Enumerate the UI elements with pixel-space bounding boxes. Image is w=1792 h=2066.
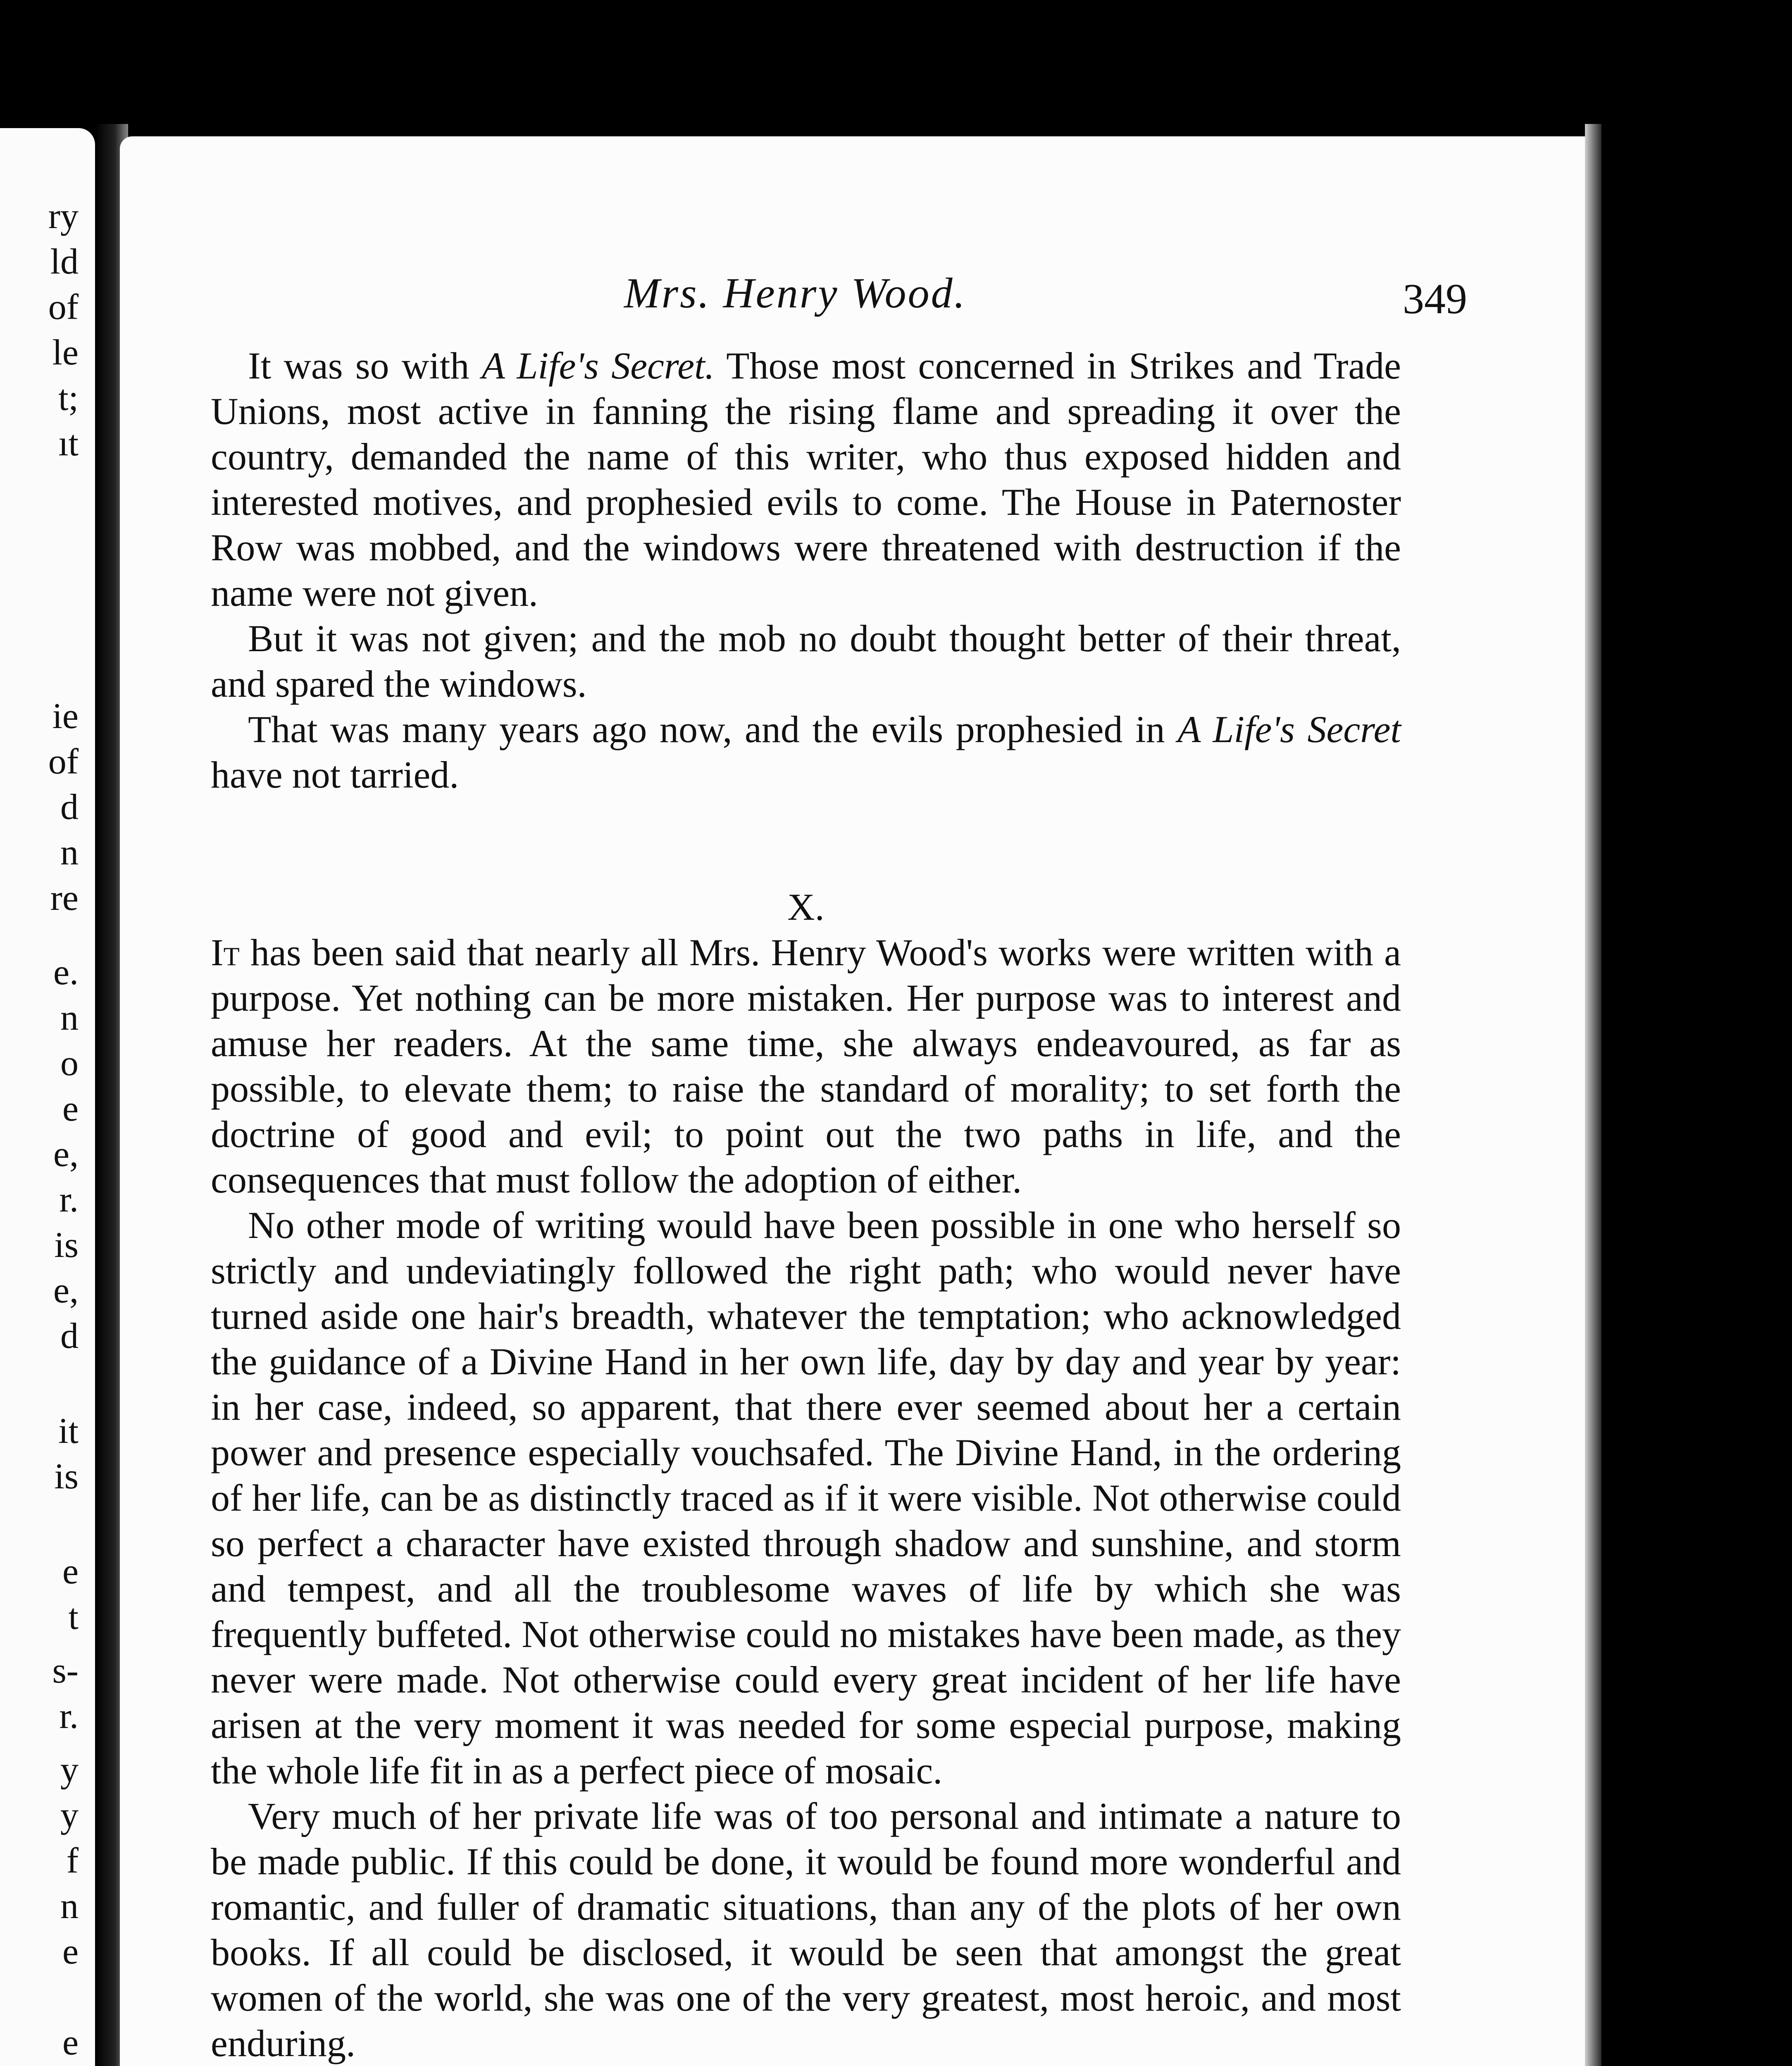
previous-page-fragment: r.	[59, 1180, 79, 1220]
book-title: A Life's Secret	[1177, 708, 1401, 750]
previous-page-fragment: n	[60, 833, 79, 873]
page-edge-shadow	[1585, 124, 1601, 2066]
previous-page-fragment: e	[62, 1552, 79, 1592]
previous-page-fragment: n	[60, 1886, 79, 1926]
previous-page-fragment: it	[58, 1411, 79, 1451]
paragraph: It has been said that nearly all Mrs. Henry Wood's works were written with a purpose. Yet nothing can be more mistaken. Her purpose was to interest and amuse her readers. At the same time, she always endeavoured, as far as possible, to elevate them; to raise the standard of morality; to set forth the doctrine of good and evil; to point out the two paths in life, and the consequences that must follow the adoption of either.	[211, 931, 1401, 1201]
paragraph: Very much of her private life was of too personal and intimate a nature to be made public. If this could be done, it would be found more wonderful and romantic, and fuller of dramatic situations, than any of the plots of her own books. If all could be disclosed, it would be seen that amongst the great women of the world, she was one of the very greatest, most heroic, and most enduring.	[211, 1795, 1401, 2064]
previous-page-fragment: is	[54, 1457, 79, 1497]
paragraph: That was many years ago now, and the evils prophesied in A Life's Secret have not tarried.	[211, 708, 1401, 796]
drop-cap: It	[211, 931, 240, 973]
previous-page-fragment: d	[60, 1316, 79, 1356]
previous-page-text-fragments	[0, 128, 95, 2066]
previous-page-fragment: ie	[52, 696, 79, 736]
previous-page-fragment: y	[60, 1750, 79, 1790]
previous-page-fragment: o	[60, 1043, 79, 1083]
previous-page-fragment: of	[48, 287, 79, 327]
body-text	[211, 343, 1401, 2066]
previous-page-fragment: t;	[58, 378, 79, 418]
previous-page-fragment: n	[60, 998, 79, 1038]
previous-page-fragment: ry	[48, 196, 79, 236]
running-title: Mrs. Henry Wood.	[624, 269, 967, 317]
previous-page-fragment: re	[50, 878, 79, 918]
paragraph: No other mode of writing would have been possible in one who herself so strictly and undeviatingly followed the right path; who would never have turned aside one hair's breadth, whatever the temptation; who acknowledged the guidance of a Divine Hand in her own life, day by day and year by year: in her case, indeed, so apparent, that there ever seemed about her a certain power and presence especially vouchsafed. The Divine Hand, in the ordering of her life, can be as distinctly traced as if it were visible. Not otherwise could so perfect a character have existed through shadow and sunshine, and storm and tempest, and all the troublesome waves of life by which she was frequently buffeted. Not otherwise could no mistakes have been made, as they never were made. Not otherwise could every great incident of her life have arisen at the very moment it was needed for some especial purpose, making the whole life fit in as a perfect piece of mosaic.	[211, 1204, 1401, 1792]
previous-page-fragment: of	[48, 742, 79, 782]
previous-page-fragment: le	[52, 333, 79, 373]
running-head	[120, 269, 1591, 335]
previous-page-fragment: y	[60, 1795, 79, 1835]
paragraph: But it was not given; and the mob no doubt thought better of their threat, and spared the windows.	[211, 617, 1401, 705]
previous-page-fragment: s-	[52, 1651, 79, 1691]
previous-page-fragment: f	[66, 1841, 79, 1881]
previous-page-fragment: e	[62, 2023, 79, 2063]
previous-page-fragment: r.	[59, 1696, 79, 1736]
previous-page-fragment: e	[62, 1932, 79, 1972]
previous-page-fragment: e,	[53, 1271, 79, 1311]
previous-page-fragment: d	[60, 787, 79, 827]
page-number: 349	[1403, 275, 1467, 323]
previous-page-fragment: e	[62, 1089, 79, 1129]
previous-page-fragment: is	[54, 1225, 79, 1265]
paragraph: It was so with A Life's Secret. Those most concerned in Strikes and Trade Unions, most active in fanning the rising flame and spreading it over the country, demanded the name of this writer, who thus exposed hidden and interested motives, and prophesied evils to come. The House in Paternoster Row was mobbed, and the windows were threatened with destruction if the name were not given.	[211, 345, 1401, 614]
previous-page-fragment: e,	[53, 1134, 79, 1174]
previous-page-fragment: t	[68, 1597, 79, 1637]
previous-page-fragment: ıt	[58, 424, 79, 464]
previous-page	[0, 128, 95, 2066]
previous-page-fragment: e.	[53, 952, 79, 993]
section-heading: X.	[787, 886, 825, 928]
book-title: A Life's Secret.	[481, 345, 715, 387]
book-page	[120, 136, 1591, 2066]
previous-page-fragment: ld	[50, 242, 79, 282]
